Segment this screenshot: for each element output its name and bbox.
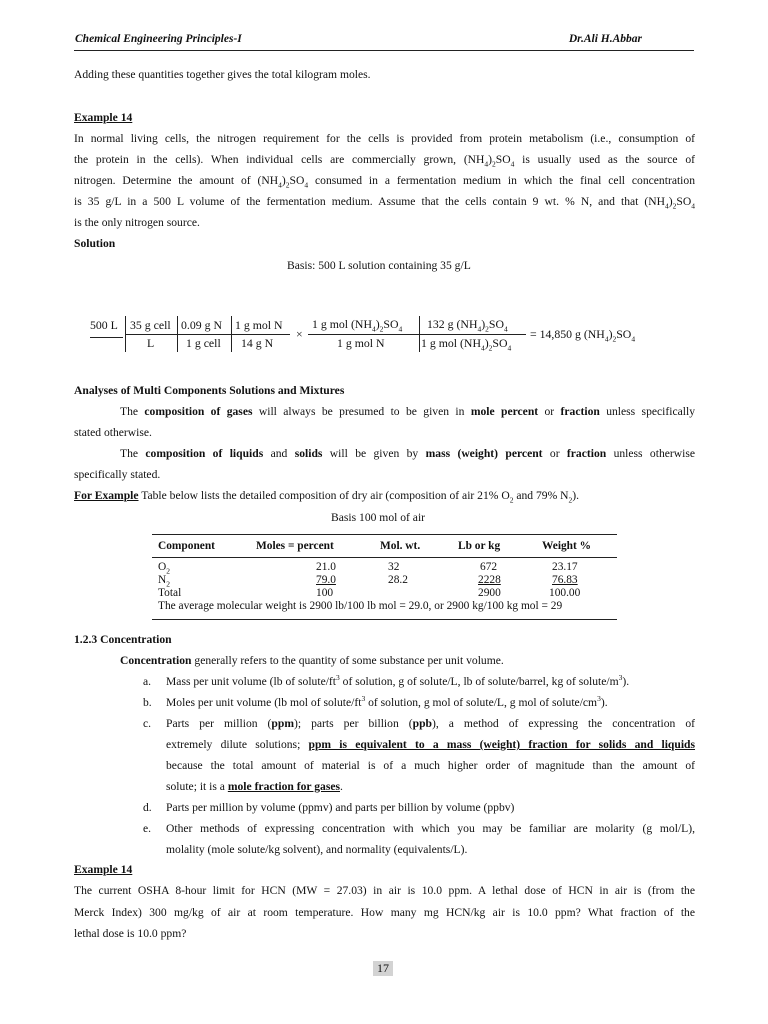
list-marker-e: e. <box>143 822 152 835</box>
liquids-paragraph-line-1: The composition of liquids and solids will be given by mass (weight) percent or fraction unless otherwise <box>120 447 695 460</box>
table-row-n2-moles: 79.0 <box>316 574 336 586</box>
example-line-5: is the only nitrogen source. <box>74 216 200 229</box>
list-item-c-line-2: extremely dilute solutions; ppm is equivalent to a mass (weight) fraction for solids and liquids <box>166 738 696 751</box>
eq-volume: 500 L <box>90 318 118 332</box>
section-heading-mixtures: Analyses of Multi Components Solutions and Mixtures <box>74 384 345 397</box>
table-basis: Basis 100 mol of air <box>331 511 426 524</box>
unit-conversion-equation <box>90 316 670 356</box>
eq-times: × <box>296 327 303 341</box>
air-composition-table <box>152 534 617 622</box>
solution-basis: Basis: 500 L solution containing 35 g/L <box>287 259 471 272</box>
table-row-n2-component: $N_2$ <box>158 574 170 589</box>
example-2-title: Example 14 <box>74 863 133 876</box>
list-item-a: Mass per unit volume (lb of solute/$ft^3$ of solution, g of solute/L, lb of solute/barrel, kg of solute/$m^3$). <box>166 673 630 688</box>
example-line-3: nitrogen. Determine the amount of $(NH_4)_2SO_4$ consumed in a fermentation medium in which the final cell concentration <box>74 174 695 190</box>
table-row-n2-mw: 28.2 <box>388 574 408 586</box>
table-row-o2-moles: 21.0 <box>316 561 336 573</box>
eq-result: = 14,850 g $(NH_4)_2SO_4$ <box>530 327 636 344</box>
page-number: 17 <box>373 961 393 976</box>
concentration-definition: Concentration generally refers to the quantity of some substance per unit volume. <box>120 654 504 667</box>
table-header-moles: Moles = percent <box>256 540 334 552</box>
header-author: Dr.Ali H.Abbar <box>568 33 642 45</box>
table-header-mol-wt: Mol. wt. <box>380 540 421 552</box>
liquids-paragraph-line-2: specifically stated. <box>74 468 161 481</box>
table-row-total-weight: 100.00 <box>549 587 581 599</box>
table-row-total-moles: 100 <box>316 587 334 599</box>
gases-paragraph-line-1: The composition of gases will always be presumed to be given in mole percent or fraction unless specifically <box>120 405 695 418</box>
table-row-n2-weight: 76.83 <box>552 574 578 586</box>
list-item-c-line-1: Parts per million (ppm); parts per billion (ppb), a method of expressing the concentration of <box>166 717 695 730</box>
eq-molar-mass-bottom: 1 g mol $(NH_4)_2SO_4$ <box>421 336 512 353</box>
for-example-line: For Example Table below lists the detailed composition of dry air (composition of air 21% $O_2$ and 79% $N_2$). <box>74 489 580 505</box>
intro-sentence: Adding these quantities together gives the total kilogram moles. <box>74 68 371 81</box>
solution-heading: Solution <box>74 237 116 250</box>
list-item-e-line-2: molality (mole solute/kg solvent), and normality (equivalents/L). <box>166 843 468 856</box>
table-row-o2-mw: 32 <box>388 561 400 573</box>
list-item-c-line-3: because the total amount of material is of a much higher order of magnitude than the amount of <box>166 759 695 772</box>
list-marker-a: a. <box>143 675 152 688</box>
table-row-n2-lb: 2228 <box>478 574 501 586</box>
eq-ratio-top: 1 g mol $(NH_4)_2SO_4$ <box>312 317 403 334</box>
list-marker-c: c. <box>143 717 152 730</box>
example-line-1: In normal living cells, the nitrogen requirement for the cells is provided from protein metabolism (i.e., consumption of <box>74 132 695 145</box>
list-item-b: Moles per unit volume (lb mol of solute/$ft^3$ of solution, g mol of solute/L, g mol of solute/$cm^3$). <box>166 694 608 709</box>
example-2-line-3: lethal dose is 10.0 ppm? <box>74 927 187 940</box>
example-2-line-2: Merck Index) 300 mg/kg of air at room temperature. How many mg HCN/kg air is 10.0 ppm? What fraction of the <box>74 906 695 919</box>
gases-paragraph-line-2: stated otherwise. <box>74 426 152 439</box>
example-title: Example 14 <box>74 111 133 124</box>
eq-mol-n-bottom: 14 g N <box>241 336 274 350</box>
example-2-line-1: The current OSHA 8-hour limit for HCN (MW = 27.03) in air is 10.0 ppm. A lethal dose of HCN in air is (from the <box>74 884 695 897</box>
eq-cell-conc-bottom: L <box>147 336 155 350</box>
table-row-o2-weight: 23.17 <box>552 561 578 573</box>
eq-cell-conc-top: 35 g cell <box>130 318 171 332</box>
eq-ratio-bottom: 1 g mol N <box>337 336 385 350</box>
example-line-2: the protein in the cells). When individual cells are commercially grown, $(NH_4)_2SO_4$ is usually used as the source of <box>74 153 695 169</box>
list-item-d: Parts per million by volume (ppmv) and parts per billion by volume (ppbv) <box>166 801 515 814</box>
eq-nitrogen-top: 0.09 g N <box>181 318 222 332</box>
list-marker-b: b. <box>143 696 152 709</box>
eq-mol-n-top: 1 g mol N <box>235 318 283 332</box>
table-row-o2-lb: 672 <box>480 561 498 573</box>
table-row-o2-component: $O_2$ <box>158 561 170 576</box>
section-heading-concentration: 1.2.3 Concentration <box>74 633 172 646</box>
table-header-weight-pct: Weight % <box>542 540 592 552</box>
table-footnote: The average molecular weight is 2900 lb/100 lb mol = 29.0, or 2900 kg/100 kg mol = 29 <box>158 600 563 612</box>
table-header-component: Component <box>158 540 215 552</box>
list-item-c-line-4: solute; it is a mole fraction for gases. <box>166 780 343 793</box>
table-header-lb-kg: Lb or kg <box>458 540 501 552</box>
table-row-total-lb: 2900 <box>478 587 501 599</box>
header-course-title: Chemical Engineering Principles-I <box>75 33 242 45</box>
table-row-total-component: Total <box>158 587 182 599</box>
list-item-e-line-1: Other methods of expressing concentration with which you may be familiar are molarity (g mol/L), <box>166 822 695 835</box>
example-line-4: is 35 g/L in a 500 L volume of the fermentation medium. Assume that the cells contain 9 wt. % N, and that $(NH_4)_2SO_4$ <box>74 195 695 211</box>
page-header <box>74 30 694 51</box>
eq-molar-mass-top: 132 g $(NH_4)_2SO_4$ <box>427 317 508 334</box>
list-marker-d: d. <box>143 801 152 814</box>
eq-nitrogen-bottom: 1 g cell <box>186 336 221 350</box>
